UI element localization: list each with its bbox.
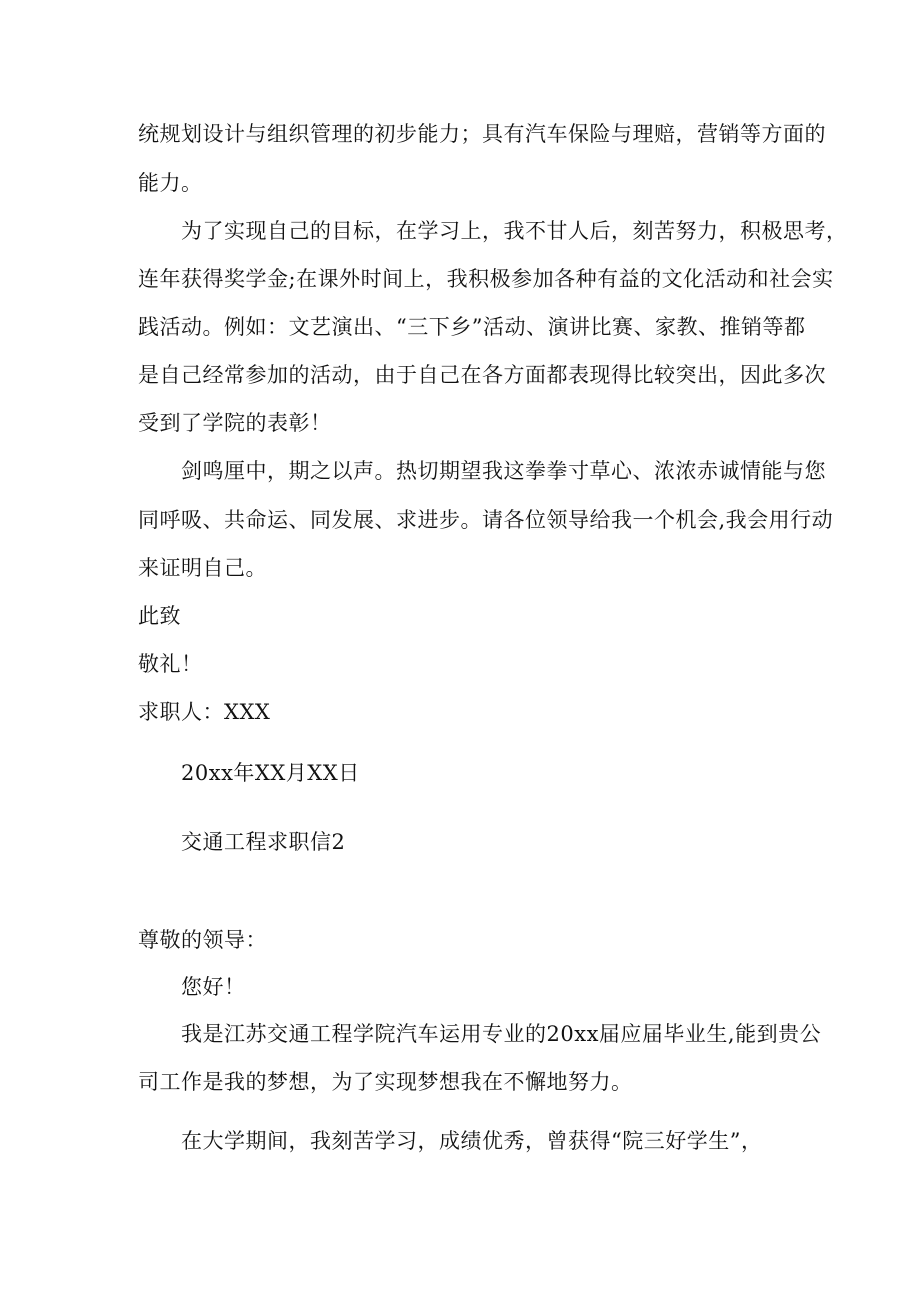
- paragraph-line: 践活动。例如：文艺演出、“三下乡”活动、演讲比赛、家教、推销等都: [138, 315, 806, 339]
- paragraph-line: 我是江苏交通工程学院汽车运用专业的20xx届应届毕业生,能到贵公: [181, 1022, 822, 1046]
- paragraph-line: 同呼吸、共命运、同发展、求进步。请各位领导给我一个机会,我会用行动: [138, 508, 834, 532]
- paragraph-line: 剑鸣厘中，期之以声。热切期望我这拳拳寸草心、浓浓赤诚情能与您: [181, 459, 826, 483]
- signature-line: 求职人：XXX: [138, 700, 271, 724]
- paragraph-line: 统规划设计与组织管理的初步能力；具有汽车保险与理赔，营销等方面的: [138, 122, 826, 146]
- paragraph-line: 为了实现自己的目标，在学习上，我不甘人后，刻苦努力，积极思考，: [181, 219, 848, 243]
- greeting-line: 您好！: [181, 975, 246, 999]
- closing-regards: 敬礼！: [138, 652, 203, 676]
- date-line: 20xx年XX月XX日: [181, 761, 360, 785]
- section-title: 交通工程求职信2: [181, 830, 346, 854]
- paragraph-line: 在大学期间，我刻苦学习，成绩优秀，曾获得“院三好学生”，: [181, 1129, 763, 1153]
- paragraph-line: 连年获得奖学金;在课外时间上，我积极参加各种有益的文化活动和社会实: [138, 267, 834, 291]
- paragraph-line: 是自己经常参加的活动，由于自己在各方面都表现得比较突出，因此多次: [138, 363, 826, 387]
- paragraph-line: 司工作是我的梦想，为了实现梦想我在不懈地努力。: [138, 1070, 633, 1094]
- paragraph-line: 来证明自己。: [138, 556, 267, 580]
- paragraph-line: 受到了学院的表彰！: [138, 411, 332, 435]
- closing-salutation: 此致: [138, 604, 181, 628]
- greeting-addressee: 尊敬的领导：: [138, 928, 267, 952]
- paragraph-line: 能力。: [138, 171, 203, 195]
